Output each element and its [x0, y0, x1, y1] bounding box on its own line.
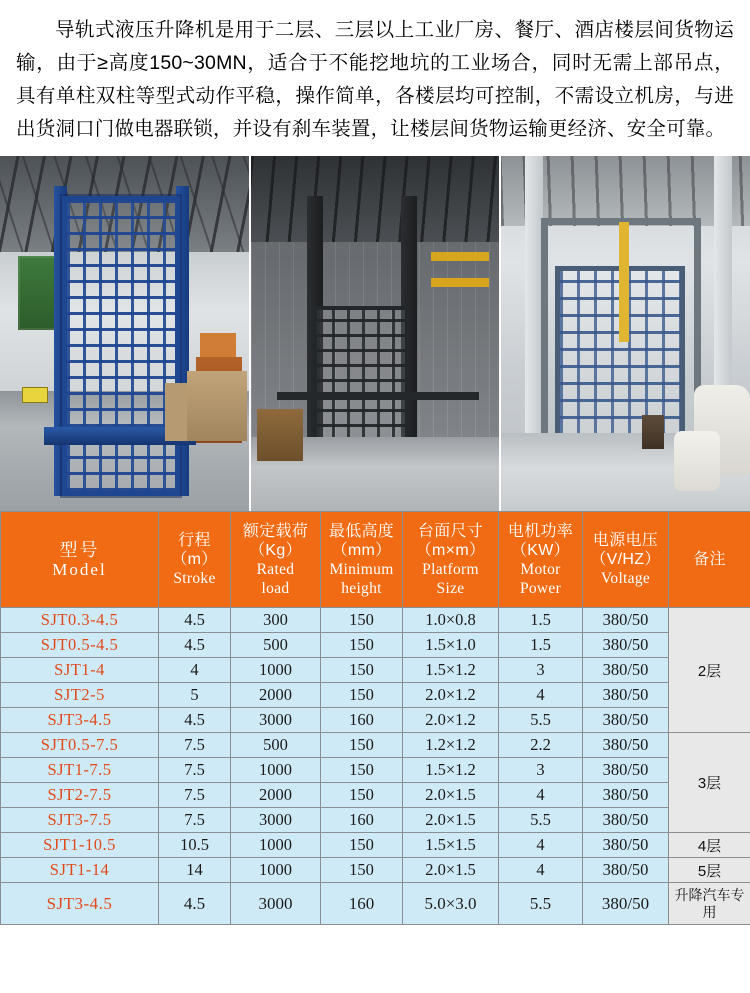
cell-stroke: 4 — [159, 658, 231, 683]
photo-grey-mesh-cargo-lift-in-factory-hall — [501, 156, 750, 511]
cell-model: SJT1-10.5 — [1, 833, 159, 858]
cell-height: 150 — [321, 658, 403, 683]
blue-mesh-cage — [62, 196, 180, 496]
cell-voltage: 380/50 — [583, 858, 669, 883]
cell-load: 1000 — [231, 858, 321, 883]
table-row — [1, 883, 750, 925]
cell-size: 2.0×1.5 — [403, 808, 499, 833]
cell-power: 4 — [499, 783, 583, 808]
header-remarks: 备注 — [669, 512, 750, 608]
specification-table — [0, 511, 750, 925]
cell-size: 2.0×1.5 — [403, 858, 499, 883]
cell-power: 1.5 — [499, 633, 583, 658]
cell-power: 3 — [499, 658, 583, 683]
cell-model: SJT0.5-4.5 — [1, 633, 159, 658]
cell-model: SJT1-14 — [1, 858, 159, 883]
table-row — [1, 683, 750, 708]
table-row — [1, 658, 750, 683]
cell-power: 2.2 — [499, 733, 583, 758]
cell-load: 2000 — [231, 783, 321, 808]
cell-voltage: 380/50 — [583, 658, 669, 683]
wooden-pallet — [257, 409, 303, 461]
cell-size: 2.0×1.2 — [403, 683, 499, 708]
cell-height: 150 — [321, 733, 403, 758]
cell-stroke: 14 — [159, 858, 231, 883]
cell-power: 1.5 — [499, 608, 583, 633]
header-rated-load: 额定载荷 （Kg） Rated load — [231, 512, 321, 608]
cell-power: 4 — [499, 683, 583, 708]
cell-stroke: 4.5 — [159, 708, 231, 733]
yellow-warning-sign — [22, 387, 48, 403]
cell-size: 1.0×0.8 — [403, 608, 499, 633]
cell-stroke: 4.5 — [159, 608, 231, 633]
cell-height: 160 — [321, 808, 403, 833]
cell-voltage: 380/50 — [583, 883, 669, 925]
cell-load: 1000 — [231, 658, 321, 683]
cell-height: 150 — [321, 608, 403, 633]
table-row — [1, 783, 750, 808]
cell-stroke: 4.5 — [159, 633, 231, 658]
yellow-safety-railing — [431, 252, 489, 261]
table-row — [1, 758, 750, 783]
cell-height: 150 — [321, 758, 403, 783]
cell-power: 5.5 — [499, 808, 583, 833]
cell-model: SJT2-5 — [1, 683, 159, 708]
cell-size: 1.2×1.2 — [403, 733, 499, 758]
table-row — [1, 608, 750, 633]
cell-model: SJT3-4.5 — [1, 883, 159, 925]
header-voltage: 电源电压 （V/HZ） Voltage — [583, 512, 669, 608]
lift-platform — [44, 427, 196, 445]
cell-remark: 5层 — [669, 858, 750, 883]
cell-remark: 2层 — [669, 608, 750, 733]
product-photo-strip — [0, 156, 750, 511]
cell-model: SJT3-4.5 — [1, 708, 159, 733]
cell-height: 150 — [321, 783, 403, 808]
cell-remark: 升降汽车专用 — [669, 883, 750, 925]
cell-height: 150 — [321, 683, 403, 708]
cell-model: SJT1-4 — [1, 658, 159, 683]
table-row — [1, 708, 750, 733]
cell-load: 300 — [231, 608, 321, 633]
cell-model: SJT3-7.5 — [1, 808, 159, 833]
photo-dark-grey-dual-mast-cargo-lift — [251, 156, 500, 511]
intro-paragraph: 导轨式液压升降机是用于二层、三层以上工业厂房、餐厅、酒店楼层间货物运输，由于≥高度150~30MN，适合于不能挖地坑的工业场合，同时无需上部吊点，具有单柱双柱等型式动作平稳，操作简单，各楼层均可控制，不需设立机房，与进出货洞口门做电器联锁，并设有刹车装置，让楼层间货物运输更经济、安全可靠。 — [16, 19, 734, 140]
cell-power: 5.5 — [499, 883, 583, 925]
header-stroke: 行程 （m） Stroke — [159, 512, 231, 608]
cell-remark: 3层 — [669, 733, 750, 833]
cell-remark: 4层 — [669, 833, 750, 858]
cell-stroke: 7.5 — [159, 733, 231, 758]
cell-voltage: 380/50 — [583, 733, 669, 758]
cell-load: 3000 — [231, 883, 321, 925]
table-header-row — [1, 512, 750, 608]
cell-load: 1000 — [231, 758, 321, 783]
cell-load: 500 — [231, 633, 321, 658]
header-motor-power: 电机功率 （KW） Motor Power — [499, 512, 583, 608]
cell-power: 4 — [499, 858, 583, 883]
cardboard-boxes — [187, 371, 247, 441]
cell-model: SJT1-7.5 — [1, 758, 159, 783]
cell-stroke: 10.5 — [159, 833, 231, 858]
cell-height: 160 — [321, 883, 403, 925]
cross-rail — [277, 392, 480, 400]
cell-power: 4 — [499, 833, 583, 858]
table-row — [1, 833, 750, 858]
cell-size: 2.0×1.2 — [403, 708, 499, 733]
table-row — [1, 858, 750, 883]
cell-stroke: 7.5 — [159, 808, 231, 833]
steel-roof-trusses — [251, 156, 500, 242]
cell-stroke: 5 — [159, 683, 231, 708]
header-model: 型号 Model — [1, 512, 159, 608]
cell-stroke: 7.5 — [159, 783, 231, 808]
photo-blue-rail-type-cargo-lift-in-warehouse — [0, 156, 249, 511]
cell-load: 1000 — [231, 833, 321, 858]
cell-power: 5.5 — [499, 708, 583, 733]
cell-voltage: 380/50 — [583, 758, 669, 783]
cell-voltage: 380/50 — [583, 808, 669, 833]
cell-model: SJT2-7.5 — [1, 783, 159, 808]
cell-load: 3000 — [231, 808, 321, 833]
cell-voltage: 380/50 — [583, 833, 669, 858]
cell-voltage: 380/50 — [583, 783, 669, 808]
cell-load: 500 — [231, 733, 321, 758]
cell-size: 5.0×3.0 — [403, 883, 499, 925]
table-row — [1, 733, 750, 758]
cell-size: 1.5×1.2 — [403, 758, 499, 783]
metal-drum — [642, 415, 664, 449]
cell-height: 150 — [321, 633, 403, 658]
cell-voltage: 380/50 — [583, 683, 669, 708]
cell-size: 1.5×1.2 — [403, 658, 499, 683]
white-sack-small — [674, 431, 720, 491]
cell-height: 160 — [321, 708, 403, 733]
cell-load: 2000 — [231, 683, 321, 708]
cell-height: 150 — [321, 858, 403, 883]
cell-stroke: 4.5 — [159, 883, 231, 925]
cell-load: 3000 — [231, 708, 321, 733]
cell-voltage: 380/50 — [583, 633, 669, 658]
cell-size: 1.5×1.5 — [403, 833, 499, 858]
cell-model: SJT0.5-7.5 — [1, 733, 159, 758]
cell-height: 150 — [321, 833, 403, 858]
table-row — [1, 808, 750, 833]
cell-size: 2.0×1.5 — [403, 783, 499, 808]
header-minimum-height: 最低高度 （mm） Minimum height — [321, 512, 403, 608]
cell-voltage: 380/50 — [583, 708, 669, 733]
table-row — [1, 633, 750, 658]
cell-power: 3 — [499, 758, 583, 783]
header-platform-size: 台面尺寸 （m×m） Platform Size — [403, 512, 499, 608]
cell-model: SJT0.3-4.5 — [1, 608, 159, 633]
cell-voltage: 380/50 — [583, 608, 669, 633]
yellow-guide-strip — [619, 222, 629, 342]
cell-stroke: 7.5 — [159, 758, 231, 783]
cell-size: 1.5×1.0 — [403, 633, 499, 658]
